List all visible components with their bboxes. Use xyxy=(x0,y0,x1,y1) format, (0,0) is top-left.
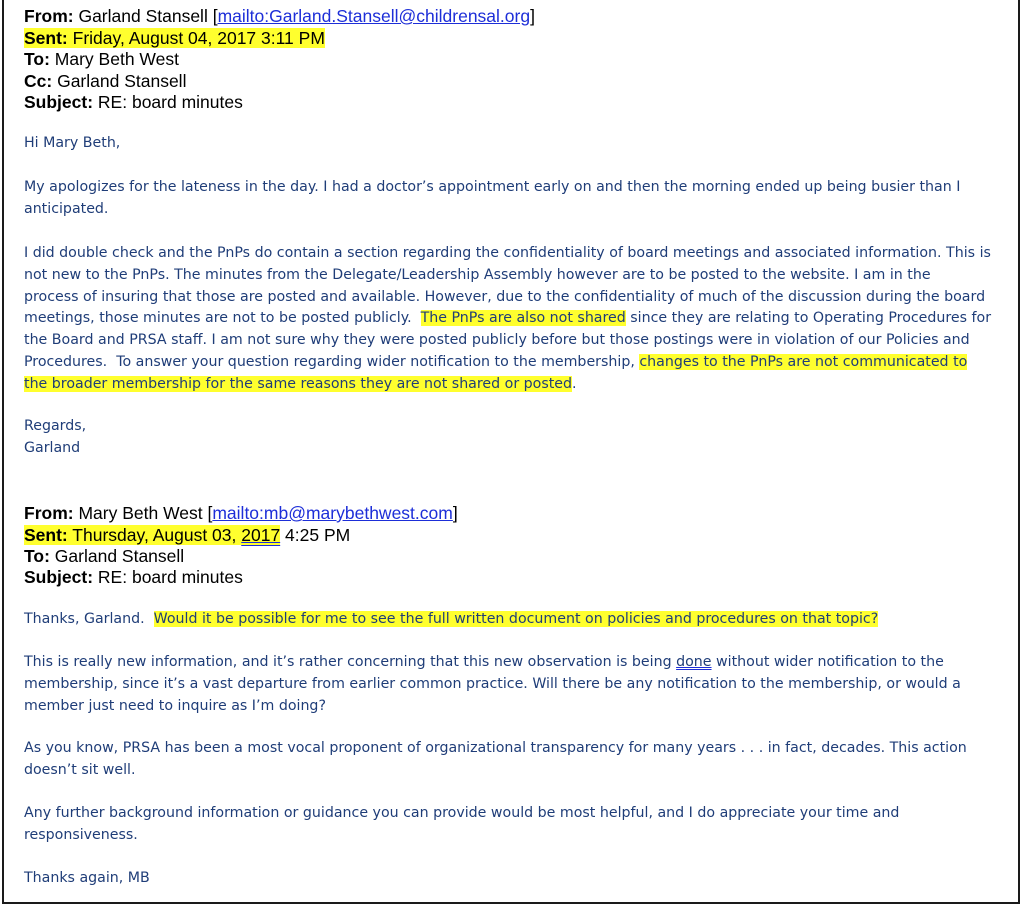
email1-body-line: I did double check and the PnPs do contain a section regarding the confidentiality of board meetings and associated information. This is xyxy=(24,245,991,261)
email1-body-line: anticipated. xyxy=(24,201,109,217)
to-value: Mary Beth West xyxy=(54,49,179,69)
cc-label: Cc: xyxy=(24,71,53,91)
from-name: Mary Beth West xyxy=(78,503,203,523)
sent-label: Sent: xyxy=(24,525,68,545)
from-label: From: xyxy=(24,503,74,523)
email2-to-line xyxy=(24,545,184,567)
subject-value: RE: board minutes xyxy=(97,92,243,112)
sent-value: Friday, August 04, 2017 3:11 PM xyxy=(72,28,325,48)
text-segment: since they are relating to Operating Procedures for xyxy=(625,310,992,326)
email-thread-frame xyxy=(2,0,1020,904)
subject-label: Subject: xyxy=(24,92,94,112)
to-label: To: xyxy=(24,546,50,566)
subject-value: RE: board minutes xyxy=(97,567,243,587)
highlighted-text: The PnPs are also not shared xyxy=(420,310,626,326)
email1-body-line xyxy=(24,307,991,329)
email1-from-line: From: Garland Stansell [mailto:Garland.Stansell@childrensal.org] xyxy=(24,6,535,26)
email2-body-line: doesn’t sit well. xyxy=(24,762,136,778)
email1-body-line: process of insuring that those are posted and available. However, due to the confidentiality of much of the discussion during the board xyxy=(24,289,986,305)
underlined-word: done xyxy=(676,654,712,670)
email1-greeting: Hi Mary Beth, xyxy=(24,135,121,151)
email2-body-line: Any further background information or guidance you can provide would be most helpful, and I do appreciate your time and xyxy=(24,805,900,821)
text-segment: without wider notification to the xyxy=(711,654,944,670)
from-label: From: xyxy=(24,6,74,26)
email2-closing: Thanks again, MB xyxy=(24,870,150,886)
email1-signature: Garland xyxy=(24,440,81,456)
sender-email-link[interactable]: mailto:Garland.Stansell@childrensal.org xyxy=(217,6,531,26)
subject-label: Subject: xyxy=(24,567,94,587)
email1-body-line: not new to the PnPs. The minutes from the Delegate/Leadership Assembly however are to be posted to the website. I am in the xyxy=(24,267,931,283)
email1-body-line: the Board and PRSA staff. I am not sure why they were posted publicly before but those postings were in violation of our Policies and xyxy=(24,332,970,348)
email2-from-line: From: Mary Beth West [mailto:mb@marybethwest.com] xyxy=(24,503,458,523)
sent-year: 2017 xyxy=(241,525,281,545)
email1-sent-line xyxy=(24,27,325,49)
email2-body-line: membership, since it’s a vast departure from earlier common practice. Will there be any notification to the membership, or would a xyxy=(24,676,961,692)
email2-body-line: As you know, PRSA has been a most vocal proponent of organizational transparency for many years . . . in fact, decades. This action xyxy=(24,740,967,756)
email2-subject-line xyxy=(24,566,243,588)
sent-time: 4:25 PM xyxy=(280,525,351,545)
sender-email-link[interactable]: mailto:mb@marybethwest.com xyxy=(212,503,453,523)
highlighted-text: Would it be possible for me to see the full written document on policies and procedures on that topic? xyxy=(153,611,879,627)
email1-closing: Regards, xyxy=(24,418,87,434)
email2-sent-line xyxy=(24,524,350,546)
email2-body-line: responsiveness. xyxy=(24,827,138,843)
email1-body-line xyxy=(24,373,577,395)
email1-subject-line xyxy=(24,91,243,113)
text-segment: Thanks, Garland. xyxy=(24,611,154,627)
highlighted-text: changes to the PnPs are not communicated to xyxy=(639,354,968,370)
email1-cc-line xyxy=(24,70,186,92)
text-segment: meetings, those minutes are not to be posted publicly. xyxy=(24,310,421,326)
email1-body-line xyxy=(24,351,967,373)
to-value: Garland Stansell xyxy=(54,546,185,566)
email1-to-line xyxy=(24,48,179,70)
email2-body-line: member just need to inquire as I’m doing? xyxy=(24,698,326,714)
text-segment: . xyxy=(572,376,577,392)
text-segment: Procedures. To answer your question regarding wider notification to the membership, xyxy=(24,354,640,370)
email1-body-line: My apologizes for the lateness in the day. I had a doctor’s appointment early on and then the morning ended up being busier than I xyxy=(24,179,961,195)
cc-value: Garland Stansell xyxy=(57,71,187,91)
sent-date: Thursday, August 03, xyxy=(72,525,242,545)
to-label: To: xyxy=(24,49,50,69)
sent-label: Sent: xyxy=(24,28,68,48)
highlighted-text: the broader membership for the same reasons they are not shared or posted xyxy=(24,376,573,392)
text-segment: This is really new information, and it’s rather concerning that this new observation is being xyxy=(24,654,677,670)
email2-body-line xyxy=(24,651,944,673)
from-name: Garland Stansell xyxy=(78,6,208,26)
email2-body-line xyxy=(24,608,878,630)
